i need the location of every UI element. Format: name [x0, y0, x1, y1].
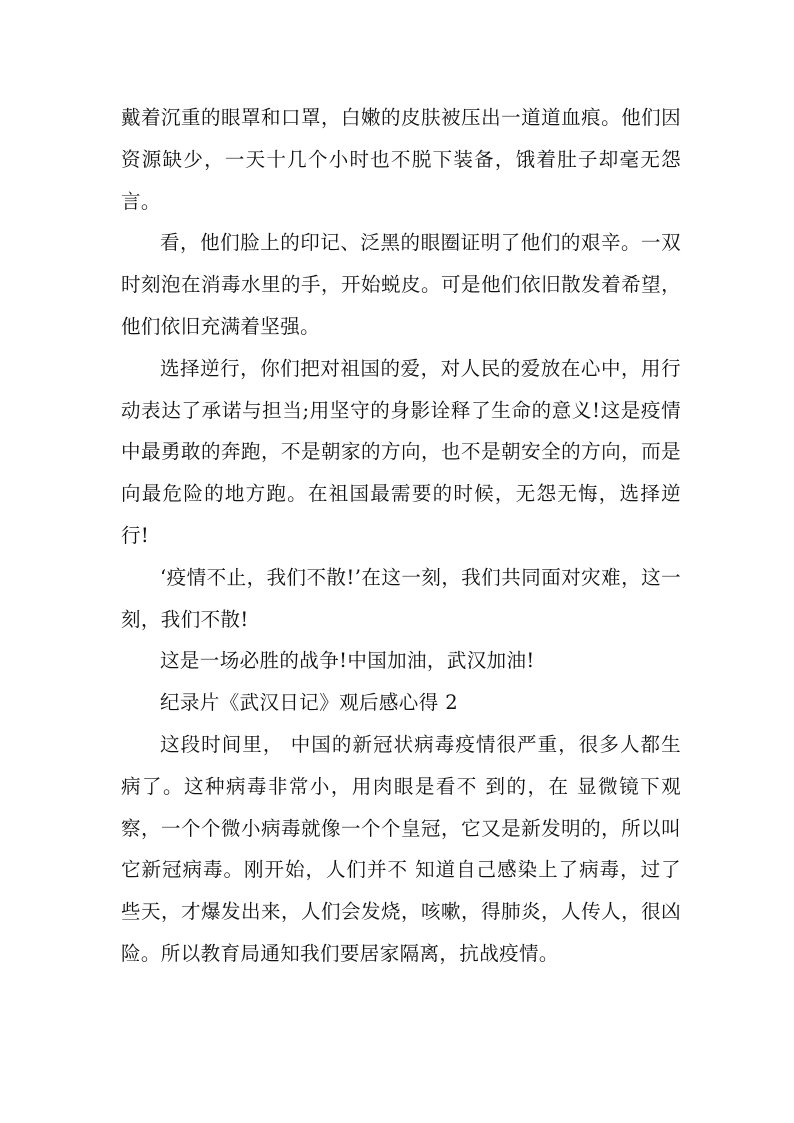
paragraph: 这是一场必胜的战争!中国加油，武汉加油! [160, 649, 535, 673]
paragraph-continued: 戴着沉重的眼罩和口罩，白嫩的皮肤被压出一道道血痕。他们因资源缺少，一天十几个小时也不脱下装备，饿着肚子却毫无怨言。 [121, 106, 681, 213]
paragraph: 这段时间里， 中国的新冠状病毒疫情很严重，很多人都生病了。这种病毒非常小，用肉眼是看不 到的，在 显微镜下观察，一个个微小病毒就像一个个皇冠，它又是新发明的，所以叫它新冠病毒。刚开始，人们并不 知道自己感染上了病毒，过了 些天，才爆发出来，人们会发烧，咳嗽，得肺炎，人传人，很凶险。所以教育局通知我们要居家隔离，抗战疫情。 [121, 732, 681, 965]
paragraph: 选择逆行，你们把对祖国的爱，对人民的爱放在心中，用行动表达了承诺与担当;用坚守的身影诠释了生命的意义!这是疫情中最勇敢的奔跑，不是朝家的方向，也不是朝安全的方向，而是向最危险的地方跑。在祖国最需要的时候，无怨无悔，选择逆行! [121, 356, 681, 547]
paragraph: 看，他们脸上的印记、泛黑的眼圈证明了他们的艰辛。一双时刻泡在消毒水里的手，开始蜕皮。可是他们依旧散发着希望，他们依旧充满着坚强。 [121, 231, 681, 338]
section-heading: 纪录片《武汉日记》观后感心得 2 [160, 691, 459, 715]
paragraph-quote: ‘疫情不止，我们不散!’在这一刻，我们共同面对灾难，这一刻，我们不散! [121, 565, 681, 631]
document-body [121, 97, 681, 975]
